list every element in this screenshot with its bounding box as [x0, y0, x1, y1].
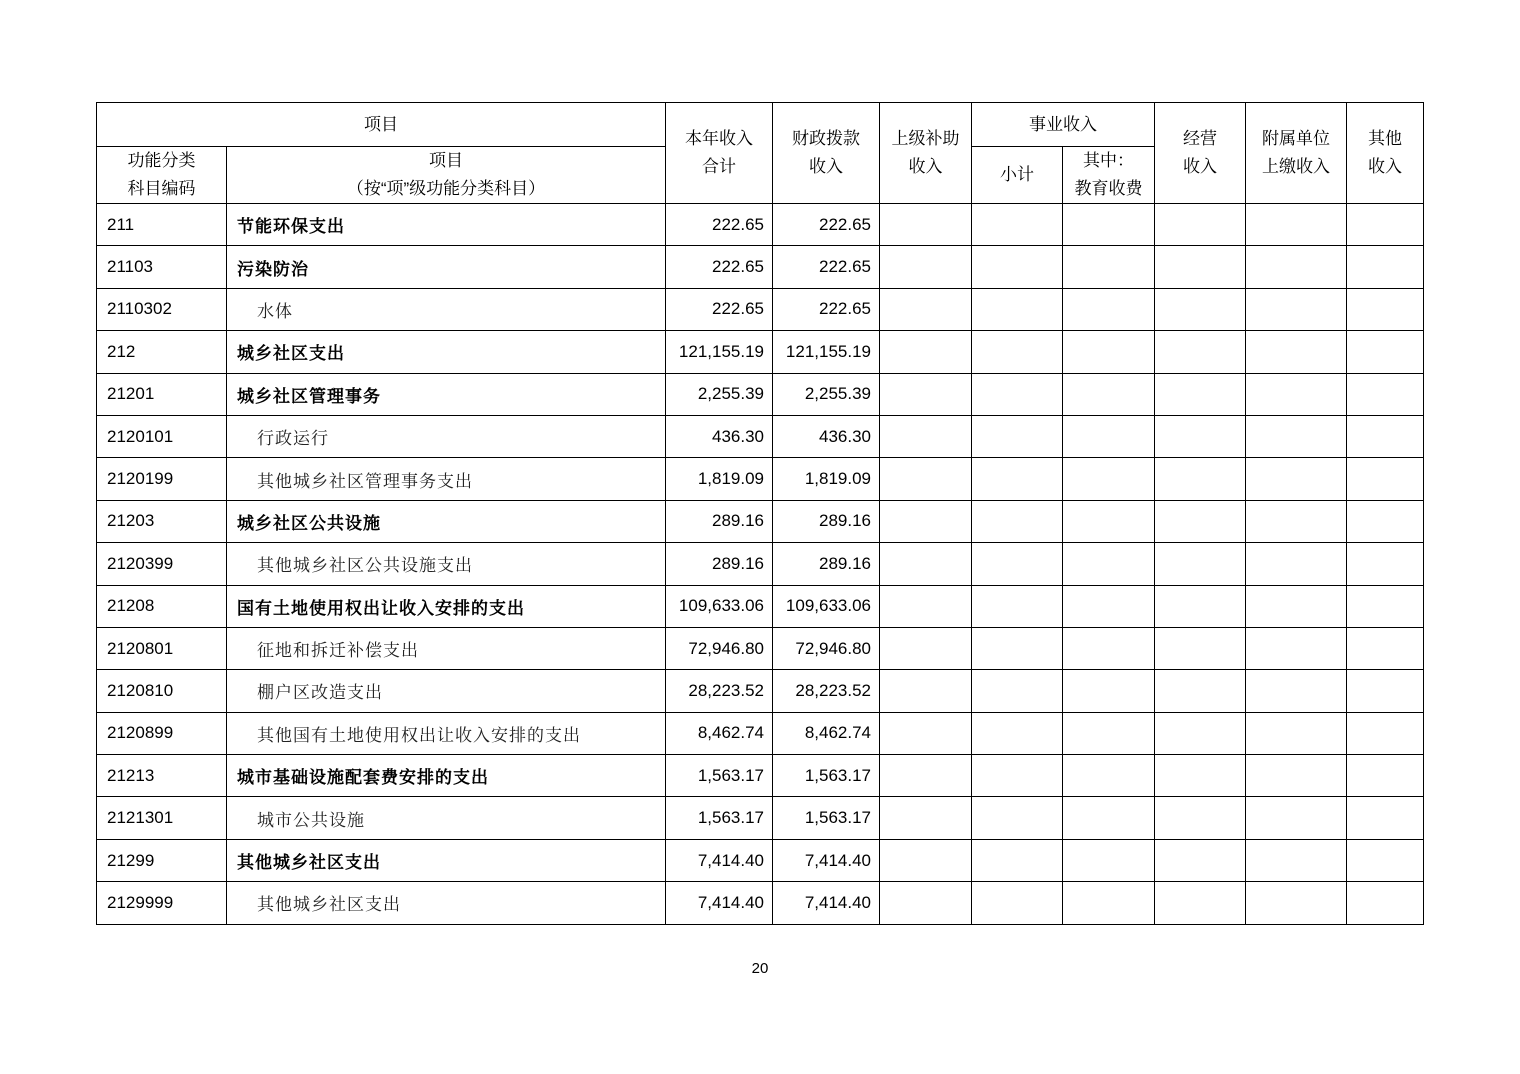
row-code: 2120399: [97, 543, 227, 585]
superior-subsidy-header: [880, 103, 972, 204]
table-row: [97, 288, 1424, 330]
other-income-header: [1347, 103, 1424, 204]
row-fiscal: 222.65: [773, 246, 880, 288]
empty-cell: [1155, 288, 1246, 330]
empty-cell: [1155, 204, 1246, 246]
empty-cell: [1155, 627, 1246, 669]
code-header-line2: 科目编码: [127, 179, 196, 198]
empty-cell: [1063, 204, 1155, 246]
empty-cell: [1347, 500, 1424, 542]
row-fiscal: 109,633.06: [773, 585, 880, 627]
empty-cell: [1155, 839, 1246, 881]
empty-cell: [1155, 543, 1246, 585]
table-row: [97, 797, 1424, 839]
empty-cell: [972, 755, 1063, 797]
row-name: 节能环保支出: [227, 204, 666, 246]
empty-cell: [1246, 755, 1347, 797]
empty-cell: [972, 331, 1063, 373]
table-row: [97, 670, 1424, 712]
row-total: 8,462.74: [666, 712, 773, 754]
row-name: 城乡社区管理事务: [227, 373, 666, 415]
empty-cell: [1063, 712, 1155, 754]
empty-cell: [1063, 543, 1155, 585]
empty-cell: [1347, 797, 1424, 839]
empty-cell: [1246, 500, 1347, 542]
row-fiscal: 7,414.40: [773, 882, 880, 924]
empty-cell: [1155, 670, 1246, 712]
empty-cell: [880, 331, 972, 373]
empty-cell: [880, 627, 972, 669]
empty-cell: [1347, 882, 1424, 924]
edu-header-line1: 其中：: [1083, 151, 1134, 170]
table-row: [97, 543, 1424, 585]
empty-cell: [1347, 458, 1424, 500]
row-name: 行政运行: [227, 415, 666, 457]
table-row: [97, 882, 1424, 924]
empty-cell: [1347, 839, 1424, 881]
empty-cell: [880, 797, 972, 839]
empty-cell: [880, 204, 972, 246]
empty-cell: [1063, 797, 1155, 839]
row-fiscal: 1,563.17: [773, 797, 880, 839]
row-code: 2120899: [97, 712, 227, 754]
business-income-header: 事业收入: [972, 103, 1155, 147]
row-name: 城乡社区支出: [227, 331, 666, 373]
empty-cell: [1155, 415, 1246, 457]
other-header-line1: 其他: [1368, 129, 1402, 148]
empty-cell: [972, 627, 1063, 669]
subtotal-header: 小计: [972, 147, 1063, 204]
name-header-line1: 项目: [429, 151, 463, 170]
empty-cell: [1246, 882, 1347, 924]
table-row: [97, 331, 1424, 373]
empty-cell: [1063, 585, 1155, 627]
empty-cell: [972, 288, 1063, 330]
row-name: 水体: [227, 288, 666, 330]
table-row: [97, 415, 1424, 457]
empty-cell: [880, 585, 972, 627]
empty-cell: [1347, 373, 1424, 415]
empty-cell: [1347, 755, 1424, 797]
item-name-header: [227, 147, 666, 204]
empty-cell: [1246, 585, 1347, 627]
operating-header-line1: 经营: [1183, 129, 1217, 148]
table-row: [97, 373, 1424, 415]
empty-cell: [1347, 670, 1424, 712]
empty-cell: [880, 373, 972, 415]
row-code: 2120801: [97, 627, 227, 669]
row-total: 7,414.40: [666, 839, 773, 881]
empty-cell: [1155, 797, 1246, 839]
empty-cell: [1155, 458, 1246, 500]
empty-cell: [972, 458, 1063, 500]
row-code: 21201: [97, 373, 227, 415]
row-code: 212: [97, 331, 227, 373]
empty-cell: [1347, 246, 1424, 288]
row-fiscal: 436.30: [773, 415, 880, 457]
row-total: 1,563.17: [666, 797, 773, 839]
empty-cell: [1246, 712, 1347, 754]
empty-cell: [1155, 246, 1246, 288]
row-name: 棚户区改造支出: [227, 670, 666, 712]
fiscal-appropriation-header: [773, 103, 880, 204]
empty-cell: [1246, 204, 1347, 246]
operating-header-line2: 收入: [1183, 157, 1217, 176]
total-income-header: [666, 103, 773, 204]
row-total: 222.65: [666, 246, 773, 288]
table-body: [97, 204, 1424, 925]
empty-cell: [972, 797, 1063, 839]
table-row: [97, 246, 1424, 288]
row-code: 21208: [97, 585, 227, 627]
empty-cell: [1063, 839, 1155, 881]
empty-cell: [1347, 627, 1424, 669]
row-fiscal: 1,819.09: [773, 458, 880, 500]
empty-cell: [880, 839, 972, 881]
empty-cell: [1063, 627, 1155, 669]
empty-cell: [1246, 458, 1347, 500]
empty-cell: [880, 458, 972, 500]
row-name: 污染防治: [227, 246, 666, 288]
row-total: 28,223.52: [666, 670, 773, 712]
page-number: 20: [751, 960, 769, 977]
empty-cell: [1246, 373, 1347, 415]
row-total: 2,255.39: [666, 373, 773, 415]
row-code: 2120199: [97, 458, 227, 500]
row-fiscal: 222.65: [773, 288, 880, 330]
row-total: 436.30: [666, 415, 773, 457]
table-header: [97, 103, 1424, 204]
empty-cell: [1246, 246, 1347, 288]
empty-cell: [1347, 204, 1424, 246]
empty-cell: [972, 712, 1063, 754]
row-code: 2121301: [97, 797, 227, 839]
row-total: 109,633.06: [666, 585, 773, 627]
empty-cell: [1063, 882, 1155, 924]
empty-cell: [1155, 331, 1246, 373]
table-row: [97, 627, 1424, 669]
row-code: 21103: [97, 246, 227, 288]
empty-cell: [880, 755, 972, 797]
empty-cell: [880, 543, 972, 585]
empty-cell: [880, 500, 972, 542]
empty-cell: [880, 670, 972, 712]
superior-header-line1: 上级补助: [891, 129, 960, 148]
empty-cell: [1155, 712, 1246, 754]
empty-cell: [1246, 543, 1347, 585]
edu-header-line2: 教育收费: [1074, 179, 1143, 198]
row-name: 城乡社区公共设施: [227, 500, 666, 542]
affiliated-unit-header: [1246, 103, 1347, 204]
table-row: [97, 458, 1424, 500]
row-name: 城市公共设施: [227, 797, 666, 839]
empty-cell: [1155, 882, 1246, 924]
empty-cell: [1063, 500, 1155, 542]
affiliated-header-line1: 附属单位: [1262, 129, 1330, 148]
empty-cell: [1063, 373, 1155, 415]
row-code: 21203: [97, 500, 227, 542]
row-total: 289.16: [666, 500, 773, 542]
empty-cell: [1063, 288, 1155, 330]
empty-cell: [1063, 458, 1155, 500]
empty-cell: [1246, 627, 1347, 669]
row-total: 1,563.17: [666, 755, 773, 797]
row-total: 289.16: [666, 543, 773, 585]
affiliated-header-line2: 上缴收入: [1262, 157, 1330, 176]
empty-cell: [972, 373, 1063, 415]
empty-cell: [1246, 288, 1347, 330]
empty-cell: [1155, 500, 1246, 542]
empty-cell: [1155, 585, 1246, 627]
row-total: 7,414.40: [666, 882, 773, 924]
empty-cell: [880, 415, 972, 457]
row-fiscal: 222.65: [773, 204, 880, 246]
empty-cell: [1246, 670, 1347, 712]
empty-cell: [972, 204, 1063, 246]
empty-cell: [1246, 415, 1347, 457]
name-header-line2: （按“项”级功能分类科目）: [346, 179, 546, 198]
table-row: [97, 839, 1424, 881]
empty-cell: [972, 585, 1063, 627]
row-total: 222.65: [666, 204, 773, 246]
row-name: 国有土地使用权出让收入安排的支出: [227, 585, 666, 627]
row-code: 2110302: [97, 288, 227, 330]
empty-cell: [972, 882, 1063, 924]
empty-cell: [1063, 670, 1155, 712]
row-name: 其他城乡社区公共设施支出: [227, 543, 666, 585]
row-total: 121,155.19: [666, 331, 773, 373]
empty-cell: [972, 543, 1063, 585]
empty-cell: [1347, 288, 1424, 330]
row-code: 2120101: [97, 415, 227, 457]
row-fiscal: 28,223.52: [773, 670, 880, 712]
row-total: 222.65: [666, 288, 773, 330]
row-fiscal: 2,255.39: [773, 373, 880, 415]
total-income-header-line1: 本年收入: [685, 129, 753, 148]
table-row: [97, 712, 1424, 754]
row-total: 72,946.80: [666, 627, 773, 669]
row-total: 1,819.09: [666, 458, 773, 500]
row-code: 21213: [97, 755, 227, 797]
empty-cell: [1246, 797, 1347, 839]
fiscal-header-line2: 收入: [809, 157, 843, 176]
row-name: 其他城乡社区支出: [227, 839, 666, 881]
row-fiscal: 289.16: [773, 500, 880, 542]
empty-cell: [1155, 373, 1246, 415]
empty-cell: [972, 839, 1063, 881]
empty-cell: [1347, 331, 1424, 373]
empty-cell: [1063, 331, 1155, 373]
row-fiscal: 8,462.74: [773, 712, 880, 754]
row-code: 21299: [97, 839, 227, 881]
empty-cell: [1063, 755, 1155, 797]
other-header-line2: 收入: [1368, 157, 1402, 176]
superior-header-line2: 收入: [908, 157, 943, 176]
operating-income-header: [1155, 103, 1246, 204]
empty-cell: [1063, 415, 1155, 457]
empty-cell: [1063, 246, 1155, 288]
row-fiscal: 7,414.40: [773, 839, 880, 881]
empty-cell: [972, 246, 1063, 288]
empty-cell: [1347, 712, 1424, 754]
total-income-header-line2: 合计: [702, 157, 736, 176]
empty-cell: [1155, 755, 1246, 797]
row-fiscal: 121,155.19: [773, 331, 880, 373]
empty-cell: [880, 246, 972, 288]
education-fee-header: [1063, 147, 1155, 204]
empty-cell: [972, 415, 1063, 457]
row-fiscal: 72,946.80: [773, 627, 880, 669]
empty-cell: [1347, 415, 1424, 457]
row-fiscal: 1,563.17: [773, 755, 880, 797]
empty-cell: [880, 288, 972, 330]
empty-cell: [1246, 331, 1347, 373]
row-code: 2120810: [97, 670, 227, 712]
table-row: [97, 755, 1424, 797]
code-header-line1: 功能分类: [127, 151, 196, 170]
row-name: 其他城乡社区管理事务支出: [227, 458, 666, 500]
table-row: [97, 204, 1424, 246]
empty-cell: [972, 500, 1063, 542]
table-row: [97, 500, 1424, 542]
income-budget-table: [96, 102, 1424, 925]
row-code: 211: [97, 204, 227, 246]
empty-cell: [880, 712, 972, 754]
fiscal-header-line1: 财政拨款: [792, 129, 860, 148]
empty-cell: [880, 882, 972, 924]
empty-cell: [1246, 839, 1347, 881]
row-name: 城市基础设施配套费安排的支出: [227, 755, 666, 797]
item-group-header: 项目: [97, 103, 666, 147]
empty-cell: [1347, 543, 1424, 585]
row-name: 其他国有土地使用权出让收入安排的支出: [227, 712, 666, 754]
row-name: 征地和拆迁补偿支出: [227, 627, 666, 669]
row-name: 其他城乡社区支出: [227, 882, 666, 924]
empty-cell: [972, 670, 1063, 712]
function-code-header: [97, 147, 227, 204]
row-code: 2129999: [97, 882, 227, 924]
empty-cell: [1347, 585, 1424, 627]
table-row: [97, 585, 1424, 627]
row-fiscal: 289.16: [773, 543, 880, 585]
